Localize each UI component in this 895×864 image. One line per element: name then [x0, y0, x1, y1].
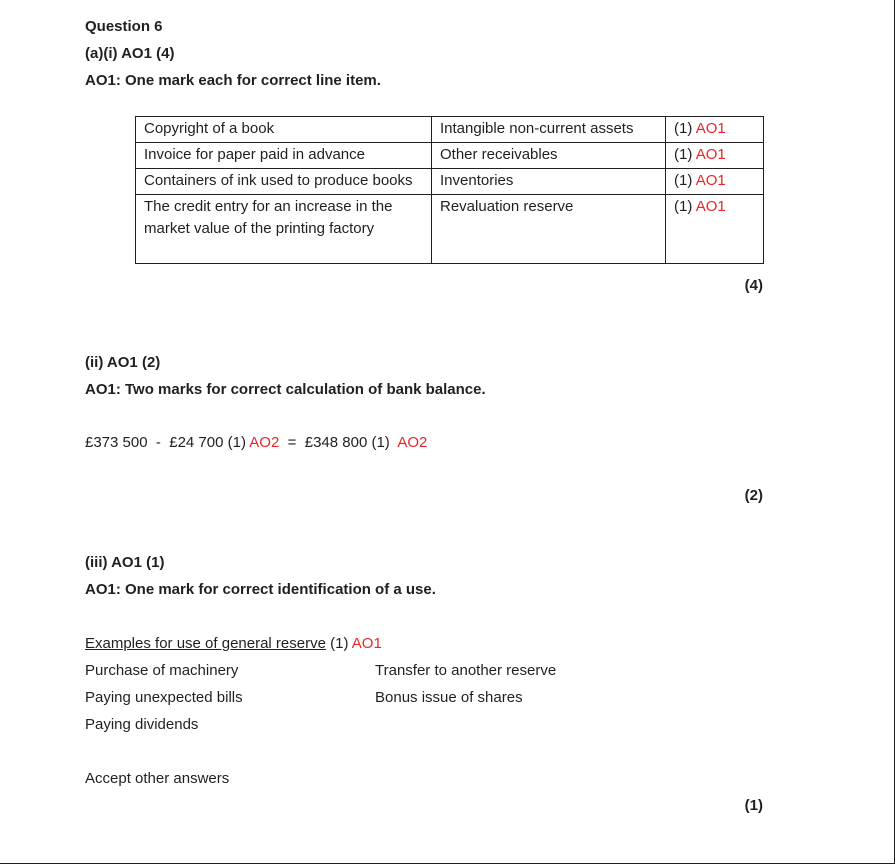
calc-segment: = £348 800 (1) [279, 434, 398, 451]
table-row [136, 143, 764, 169]
bank-balance-calculation [85, 429, 764, 456]
part-a-i-label: (a)(i) AO1 (4) [85, 45, 175, 62]
accept-note: Accept other answers [85, 770, 230, 787]
cell-mark [666, 169, 764, 195]
cell-mark [666, 195, 764, 264]
ao-tag: AO1 [695, 146, 726, 163]
total-marks-a-i: (4) [744, 277, 763, 294]
ao-tag: AO1 [695, 172, 726, 189]
example-item: Paying unexpected bills [85, 689, 243, 706]
total-marks-a-iii: (1) [744, 797, 763, 814]
example-item: Bonus issue of shares [375, 689, 523, 706]
answers-table [135, 116, 764, 264]
examples-column-right [375, 657, 763, 738]
ao-tag: AO1 [695, 198, 726, 215]
part-a-ii-label: (ii) AO1 (2) [85, 354, 161, 371]
example-item: Transfer to another reserve [375, 662, 557, 679]
mark-value: (1) [674, 120, 696, 137]
cell-item: Invoice for paper paid in advance [136, 143, 432, 169]
part-a-iii-guidance: AO1: One mark for correct identification of a use. [85, 581, 436, 598]
mark-value: (1) [325, 635, 352, 652]
ao-tag: AO2 [397, 434, 428, 451]
total-marks-a-ii: (2) [744, 487, 763, 504]
cell-answer: Other receivables [432, 143, 666, 169]
table-row [136, 117, 764, 143]
cell-item: Containers of ink used to produce books [136, 169, 432, 195]
cell-answer: Revaluation reserve [432, 195, 666, 264]
part-a-i-guidance: AO1: One mark each for correct line item. [85, 72, 381, 89]
cell-answer: Inventories [432, 169, 666, 195]
part-a-ii-guidance: AO1: Two marks for correct calculation of bank balance. [85, 381, 486, 398]
table-row [136, 195, 764, 264]
cell-item: The credit entry for an increase in the market value of the printing factory [136, 195, 432, 264]
question-title: Question 6 [85, 18, 163, 35]
mark-value: (1) [674, 198, 696, 215]
examples-heading: Examples for use of general reserve [85, 635, 326, 652]
cell-item: Copyright of a book [136, 117, 432, 143]
ao-tag: AO2 [249, 434, 280, 451]
ao-tag: AO1 [695, 120, 726, 137]
cell-mark [666, 117, 764, 143]
mark-value: (1) [674, 146, 696, 163]
examples-heading-line [85, 630, 764, 657]
examples-columns [85, 657, 763, 738]
mark-value: (1) [674, 172, 696, 189]
example-item: Paying dividends [85, 716, 199, 733]
example-item: Purchase of machinery [85, 662, 239, 679]
cell-mark [666, 143, 764, 169]
ao-tag: AO1 [351, 635, 382, 652]
table-row [136, 169, 764, 195]
cell-answer: Intangible non-current assets [432, 117, 666, 143]
calc-segment: £373 500 - £24 700 (1) [85, 434, 250, 451]
part-a-iii-label: (iii) AO1 (1) [85, 554, 165, 571]
examples-column-left [85, 657, 375, 738]
